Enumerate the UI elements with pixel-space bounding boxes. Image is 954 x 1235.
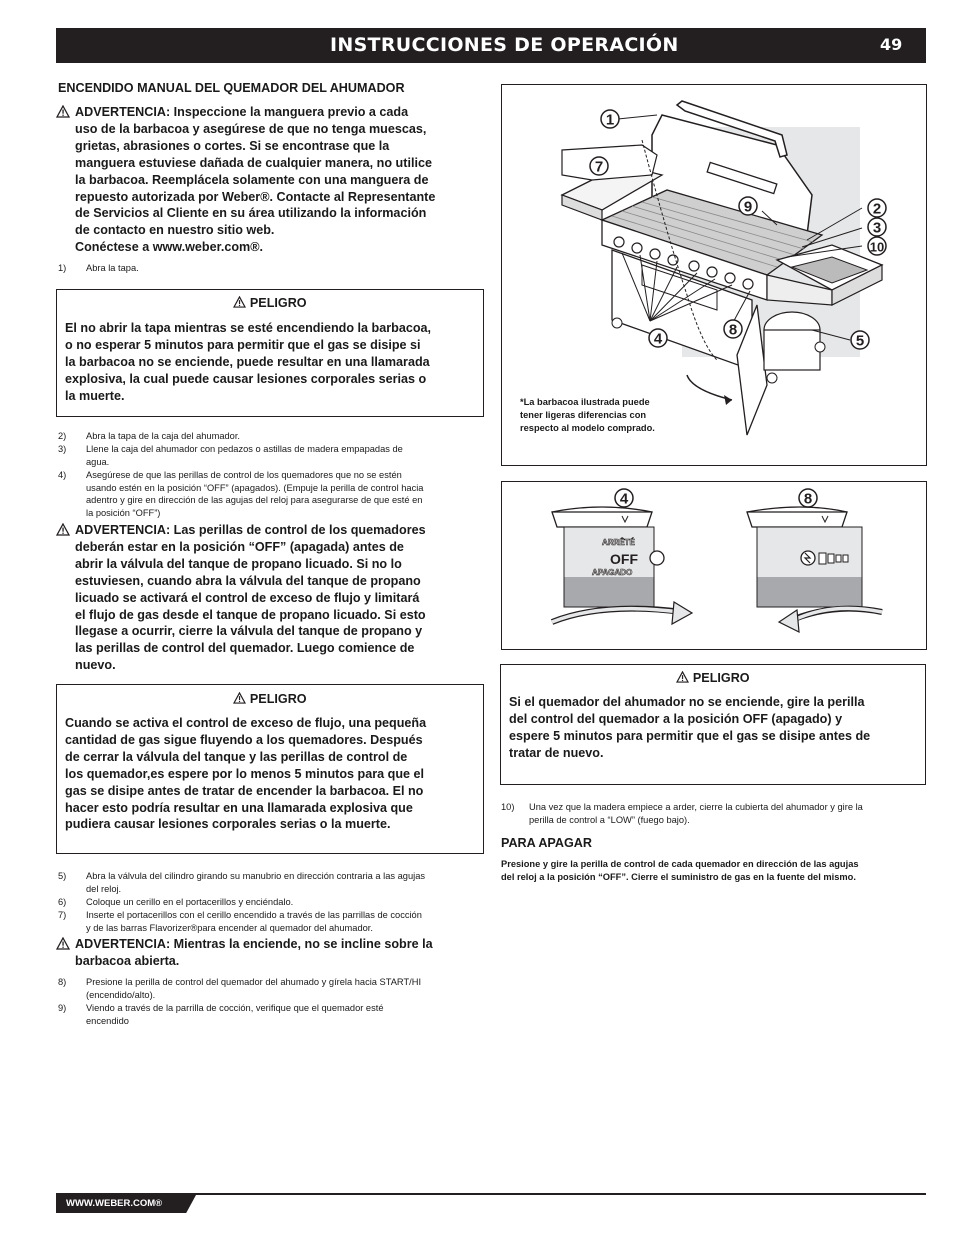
step-text: Abra la tapa de la caja del ahumador. bbox=[86, 431, 241, 441]
text-line: El no abrir la tapa mientras se esté encendiendo la barbacoa, bbox=[65, 321, 432, 335]
text-line: uso de la barbacoa y asegúrese de que no tenga muescas, bbox=[75, 121, 427, 136]
step-text: perilla de control a “LOW” (fuego bajo). bbox=[529, 814, 690, 825]
danger-box-open-lid bbox=[56, 289, 484, 417]
text-line: ADVERTENCIA: Inspeccione la manguera previo a cada bbox=[75, 105, 409, 119]
step-text: la posición “OFF”) bbox=[86, 508, 161, 519]
text-line: llegase a ocurrir, cierre la válvula del tanque de propano y bbox=[75, 624, 423, 639]
callout-1: 1 bbox=[605, 111, 615, 129]
step-number: 3) bbox=[58, 443, 67, 454]
callout-10: 10 bbox=[869, 239, 885, 255]
step-text: encendido bbox=[86, 1015, 129, 1026]
danger-heading bbox=[501, 671, 925, 685]
text-line: repuesto autorizada por Weber®. Contacte al Representante bbox=[75, 189, 436, 204]
page-number: 49 bbox=[880, 35, 903, 54]
text-line: barbacoa abierta. bbox=[75, 953, 180, 968]
warning-icon bbox=[676, 671, 689, 683]
text-line: del reloj a la posición “OFF”. Cierre el suministro de gas en la fuente del mismo. bbox=[501, 872, 856, 882]
step-number: 9) bbox=[58, 1002, 67, 1013]
text-line: o no esperar 5 minutos para permitir que el gas se disipe si bbox=[65, 337, 421, 352]
step-number: 2) bbox=[58, 431, 67, 441]
warning-text bbox=[75, 522, 426, 674]
page-title: INSTRUCCIONES DE OPERACIÓN bbox=[330, 34, 679, 56]
step-text: Asegúrese de que las perillas de control de los quemadores que no se estén bbox=[86, 469, 402, 480]
text-line: los quemador,es espere por lo menos 5 minutos para que el bbox=[65, 766, 425, 781]
warning-icon bbox=[233, 296, 246, 308]
caption-line: tener ligeras diferencias con bbox=[520, 410, 647, 420]
step-text: Inserte el portacerillos con el cerillo encendido a través de las parrillas de cocción bbox=[86, 909, 422, 920]
caption-line: *La barbacoa ilustrada puede bbox=[520, 397, 650, 407]
text-line: la muerte. bbox=[65, 388, 125, 403]
text-line: del control del quemador a la posición OFF (apagado) y bbox=[509, 711, 843, 726]
callout-5: 5 bbox=[855, 332, 865, 350]
grill-illustration bbox=[501, 84, 927, 466]
step-number: 1) bbox=[58, 263, 67, 273]
text-line: Conéctese a www.weber.com®. bbox=[75, 240, 263, 255]
danger-box-burner-not-light bbox=[500, 664, 926, 785]
text-line: tratar de nuevo. bbox=[509, 745, 604, 760]
text-line: grietas, abrasiones o cortes. Si se encontrase que la bbox=[75, 138, 390, 153]
step-text: Presione la perilla de control del quemador del ahumado y gírela hacia START/HI bbox=[86, 977, 422, 987]
danger-heading-text: PELIGRO bbox=[692, 671, 750, 685]
knob-label-arrete: ARRÊTÉ bbox=[602, 538, 635, 547]
text-line: cantidad de gas sigue fluyendo a los quemadores. Después bbox=[65, 732, 423, 747]
text-line: Cuando se activa el control de exceso de flujo, una pequeña bbox=[65, 716, 427, 730]
callout-2: 2 bbox=[872, 200, 882, 218]
callout-8: 8 bbox=[803, 490, 813, 508]
text-line: manguera estuviese dañada de cualquier manera, no utilice bbox=[75, 155, 432, 170]
danger-heading-text: PELIGRO bbox=[249, 296, 307, 310]
text-line: la barbacoa no se enciende, puede resultar en una llamarada bbox=[65, 354, 430, 369]
caption-line: respecto al modelo comprado. bbox=[520, 423, 655, 433]
text-line: abrir la válvula del tanque de propano licuado. Si no lo bbox=[75, 556, 402, 571]
step-text: del reloj. bbox=[86, 883, 122, 894]
step-text: (encendido/alto). bbox=[86, 989, 156, 1000]
text-line: ADVERTENCIA: Las perillas de control de los quemadores bbox=[75, 523, 426, 537]
danger-box-excess-flow bbox=[56, 684, 484, 854]
text-line: ADVERTENCIA: Mientras la enciende, no se incline sobre la bbox=[75, 937, 433, 951]
shutdown-title: PARA APAGAR bbox=[501, 836, 592, 850]
text-line: estuviesen, cuando abra la válvula del tanque de propano bbox=[75, 573, 421, 588]
step-text: agua. bbox=[86, 456, 110, 467]
warning-icon bbox=[56, 105, 70, 118]
step-text: Abra la tapa. bbox=[86, 263, 139, 273]
warning-icon bbox=[56, 937, 70, 950]
danger-heading bbox=[57, 296, 483, 310]
knobs-drawing bbox=[502, 482, 926, 649]
callout-7: 7 bbox=[594, 158, 604, 176]
text-line: de Servicios al Cliente en su área utilizando la información bbox=[75, 206, 427, 221]
callout-8: 8 bbox=[728, 321, 738, 339]
step-text: Viendo a través de la parrilla de cocción, verifique que el quemador esté bbox=[86, 1002, 384, 1013]
footer-rule bbox=[56, 1193, 926, 1195]
step-number: 4) bbox=[58, 469, 67, 480]
section-title: ENCENDIDO MANUAL DEL QUEMADOR DEL AHUMADOR bbox=[58, 81, 405, 95]
warning-icon bbox=[233, 692, 246, 704]
step-number: 7) bbox=[58, 909, 67, 920]
danger-heading-text: PELIGRO bbox=[249, 692, 307, 706]
callout-4: 4 bbox=[653, 330, 663, 348]
shutdown-text bbox=[501, 858, 925, 884]
warning-text bbox=[75, 936, 433, 970]
text-line: Si el quemador del ahumador no se enciende, gire la perilla bbox=[509, 695, 865, 709]
danger-text bbox=[509, 694, 921, 762]
callout-3: 3 bbox=[872, 219, 882, 237]
control-knobs-illustration bbox=[501, 481, 927, 650]
callout-9: 9 bbox=[743, 198, 753, 216]
footer-url[interactable]: WWW.WEBER.COM® bbox=[66, 1198, 163, 1209]
step-text: usando estén en la posición “OFF” (apagados). (Empuje la perilla de control hacia bbox=[86, 482, 424, 493]
text-line: espere 5 minutos para permitir que el gas se disipe antes de bbox=[509, 728, 871, 743]
knob-label-off: OFF bbox=[610, 551, 638, 567]
callout-4: 4 bbox=[619, 490, 629, 508]
text-line: gas se disipe antes de tratar de encender la barbacoa. El no bbox=[65, 783, 424, 798]
danger-text bbox=[65, 715, 477, 833]
danger-heading bbox=[57, 692, 483, 706]
knob-label-apagado: APAGADO bbox=[592, 568, 633, 577]
step-text: adentro y gire en dirección de las agujas del reloj para asegurarse de que esté en bbox=[86, 495, 423, 506]
danger-text bbox=[65, 320, 477, 405]
step-text: y de las barras Flavorizer®para encender al quemador del ahumador. bbox=[86, 922, 373, 933]
step-number: 10) bbox=[501, 802, 515, 812]
step-number: 6) bbox=[58, 896, 67, 907]
warning-text bbox=[75, 104, 435, 256]
warning-icon bbox=[56, 523, 70, 536]
step-number: 8) bbox=[58, 977, 67, 987]
step-text: Coloque un cerillo en el portacerillos y enciéndalo. bbox=[86, 896, 294, 907]
text-line: deberán estar en la posición “OFF” (apagada) antes de bbox=[75, 539, 404, 554]
text-line: de contacto en nuestro sitio web. bbox=[75, 223, 275, 238]
text-line: licuado se activará el control de exceso de flujo y limitará bbox=[75, 590, 420, 605]
step-text: Abra la válvula del cilindro girando su manubrio en dirección contraria a las agujas bbox=[86, 871, 426, 881]
text-line: la barbacoa. Reemplácela solamente con una manguera de bbox=[75, 172, 429, 187]
text-line: de cerrar la válvula del tanque y las perillas de control de bbox=[65, 749, 408, 764]
step-number: 5) bbox=[58, 871, 67, 881]
text-line: el flujo de gas desde el tanque de propano licuado. Si esto bbox=[75, 607, 426, 622]
step-text: Una vez que la madera empiece a arder, cierre la cubierta del ahumador y gire la bbox=[529, 802, 863, 812]
text-line: nuevo. bbox=[75, 658, 116, 673]
text-line: explosiva, la cual puede causar lesiones corporales serias o bbox=[65, 371, 427, 386]
text-line: pudiera causar lesiones corporales serias o la muerte. bbox=[65, 817, 391, 832]
figure-caption bbox=[520, 396, 720, 435]
step-text: Llene la caja del ahumador con pedazos o astillas de madera empapadas de bbox=[86, 443, 403, 454]
text-line: Presione y gire la perilla de control de cada quemador en dirección de las agujas bbox=[501, 859, 859, 869]
text-line: hacer esto podría resultar en una llamarada explosiva que bbox=[65, 800, 413, 815]
text-line: las perillas de control del quemador. Luego comience de bbox=[75, 641, 415, 656]
